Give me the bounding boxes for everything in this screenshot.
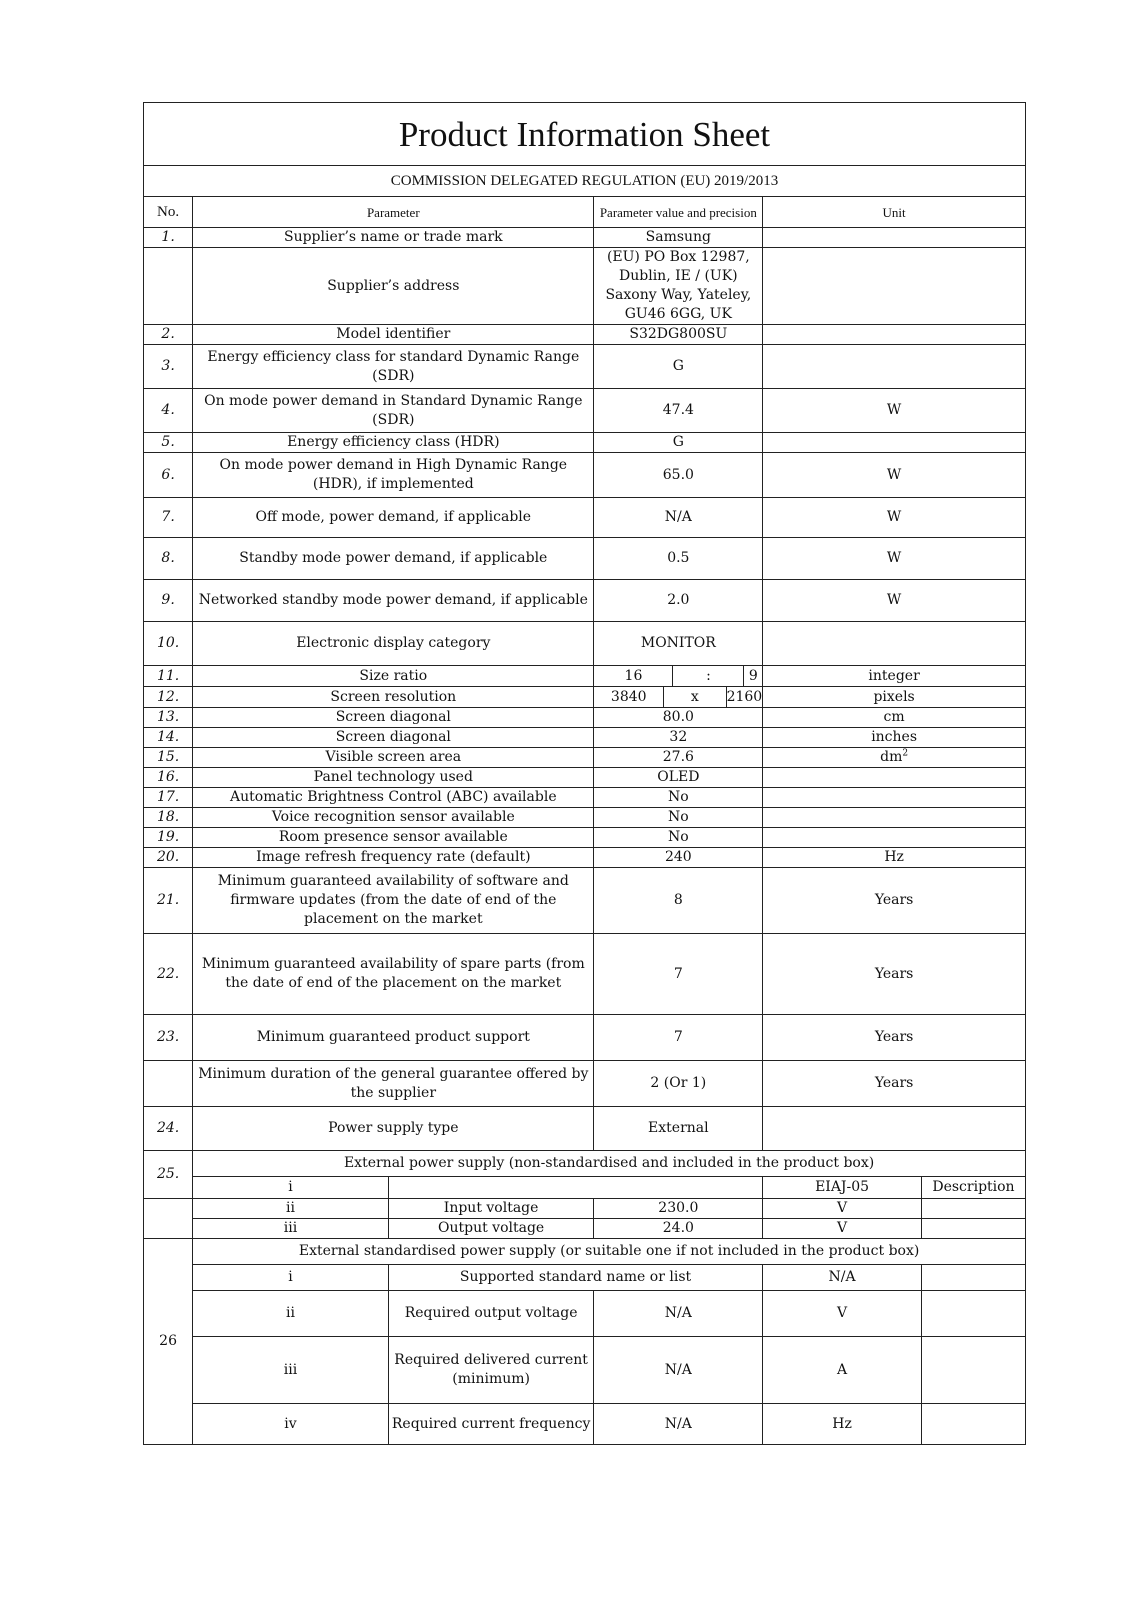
unit-cell: W: [763, 580, 1026, 622]
sub-label: Output voltage: [388, 1219, 594, 1239]
unit-cell: Years: [763, 1015, 1026, 1061]
value-cell: No: [594, 788, 763, 808]
row-number: 23.: [144, 1015, 193, 1061]
table-row: [144, 622, 1026, 666]
page-title: Product Information Sheet: [144, 103, 1026, 166]
row-number: 25.: [144, 1151, 193, 1199]
parameter-cell: Screen diagonal: [193, 708, 594, 728]
value-cell: [594, 687, 763, 708]
table-row: [144, 1265, 1026, 1291]
sub-index: iii: [193, 1337, 389, 1404]
row-number: 19.: [144, 828, 193, 848]
sub-extra: [921, 1337, 1025, 1404]
table-row: [144, 1199, 1026, 1219]
table-row: [144, 808, 1026, 828]
sub-value: 230.0: [594, 1199, 763, 1219]
parameter-cell: Minimum guaranteed availability of spare parts (from the date of end of the placement on the market: [193, 934, 594, 1015]
parameter-cell: Panel technology used: [193, 768, 594, 788]
sub-unit: A: [763, 1337, 922, 1404]
table-row: [144, 728, 1026, 748]
parameter-cell: Supplier’s name or trade mark: [193, 228, 594, 248]
resolution-height: 2160: [726, 689, 763, 705]
unit-cell: [763, 345, 1026, 389]
unit-cell: [763, 828, 1026, 848]
parameter-cell: Minimum guaranteed availability of software and firmware updates (from the date of end of the placement on the market: [193, 868, 594, 934]
sub-unit: Hz: [763, 1404, 922, 1445]
table-row: [144, 345, 1026, 389]
table-row: [144, 828, 1026, 848]
ratio-height: 9: [748, 668, 758, 684]
value-cell: 80.0: [594, 708, 763, 728]
unit-cell: W: [763, 498, 1026, 538]
row-number: [144, 1061, 193, 1107]
table-row: [144, 687, 1026, 708]
parameter-cell: Minimum duration of the general guarantee offered by the supplier: [193, 1061, 594, 1107]
value-cell: No: [594, 808, 763, 828]
parameter-cell: Image refresh frequency rate (default): [193, 848, 594, 868]
table-row: [144, 538, 1026, 580]
row-number: 4.: [144, 389, 193, 433]
unit-cell: Years: [763, 1061, 1026, 1107]
row-number: 2.: [144, 325, 193, 345]
table-row: [144, 1337, 1026, 1404]
value-cell: G: [594, 433, 763, 453]
unit-cell: W: [763, 538, 1026, 580]
header-no: No.: [144, 197, 193, 228]
row-number: 15.: [144, 748, 193, 768]
unit-cell: [763, 748, 1026, 768]
sub-unit: V: [763, 1199, 922, 1219]
sub-extra: [921, 1219, 1025, 1239]
row-number: 13.: [144, 708, 193, 728]
ratio-separator: :: [673, 666, 744, 686]
parameter-cell: Energy efficiency class (HDR): [193, 433, 594, 453]
value-cell: MONITOR: [594, 622, 763, 666]
parameter-cell: Off mode, power demand, if applicable: [193, 498, 594, 538]
resolution-width: 3840: [594, 687, 664, 707]
table-row: [144, 788, 1026, 808]
parameter-cell: Energy efficiency class for standard Dynamic Range (SDR): [193, 345, 594, 389]
unit-cell: [763, 622, 1026, 666]
parameter-cell: Visible screen area: [193, 748, 594, 768]
row-number: [144, 1199, 193, 1239]
table-row: [144, 433, 1026, 453]
table-row: [144, 453, 1026, 498]
table-row: [144, 389, 1026, 433]
section-26-heading: External standardised power supply (or suitable one if not included in the product box): [193, 1239, 1026, 1265]
unit-text: dm: [880, 749, 903, 765]
sub-label: Supported standard name or list: [388, 1265, 762, 1291]
sub-label: Required current frequency: [388, 1404, 594, 1445]
table-row: [144, 1404, 1026, 1445]
table-row: [144, 1015, 1026, 1061]
value-cell: N/A: [594, 498, 763, 538]
unit-cell: W: [763, 453, 1026, 498]
unit-superscript: 2: [902, 748, 909, 759]
parameter-cell: Power supply type: [193, 1107, 594, 1151]
value-cell: 27.6: [594, 748, 763, 768]
table-row: [144, 848, 1026, 868]
unit-cell: [763, 808, 1026, 828]
sub-index: ii: [193, 1291, 389, 1337]
parameter-cell: Size ratio: [193, 666, 594, 687]
row-number: 8.: [144, 538, 193, 580]
parameter-cell: Voice recognition sensor available: [193, 808, 594, 828]
parameter-cell: Electronic display category: [193, 622, 594, 666]
unit-cell: integer: [763, 666, 1026, 687]
row-number: 12.: [144, 687, 193, 708]
table-row: [144, 708, 1026, 728]
sub-unit: V: [763, 1219, 922, 1239]
sub-extra: [921, 1291, 1025, 1337]
row-number: 18.: [144, 808, 193, 828]
unit-cell: pixels: [763, 687, 1026, 708]
unit-cell: [763, 325, 1026, 345]
unit-cell: inches: [763, 728, 1026, 748]
value-cell: External: [594, 1107, 763, 1151]
sub-label: Required delivered current (minimum): [388, 1337, 594, 1404]
sub-value: N/A: [763, 1265, 922, 1291]
parameter-cell: Screen diagonal: [193, 728, 594, 748]
row-number: 6.: [144, 453, 193, 498]
row-number: [144, 248, 193, 325]
header-parameter: Parameter: [193, 197, 594, 228]
row-number: 20.: [144, 848, 193, 868]
unit-cell: Years: [763, 934, 1026, 1015]
sub-index: iv: [193, 1404, 389, 1445]
value-cell: 240: [594, 848, 763, 868]
sub-value: [388, 1177, 762, 1199]
table-row: [144, 1177, 1026, 1199]
value-cell: (EU) PO Box 12987, Dublin, IE / (UK) Saxony Way, Yateley, GU46 6GG, UK: [594, 248, 763, 325]
row-number: 16.: [144, 768, 193, 788]
sub-index: iii: [193, 1219, 389, 1239]
row-number: 21.: [144, 868, 193, 934]
row-number: 14.: [144, 728, 193, 748]
table-row: [144, 768, 1026, 788]
sub-value: N/A: [594, 1404, 763, 1445]
value-cell: Samsung: [594, 228, 763, 248]
parameter-cell: Automatic Brightness Control (ABC) available: [193, 788, 594, 808]
row-number: 24.: [144, 1107, 193, 1151]
unit-cell: Hz: [763, 848, 1026, 868]
value-cell: 0.5: [594, 538, 763, 580]
row-number: 5.: [144, 433, 193, 453]
table-row: [144, 1239, 1026, 1265]
parameter-cell: On mode power demand in High Dynamic Range (HDR), if implemented: [193, 453, 594, 498]
unit-cell: [763, 768, 1026, 788]
unit-cell: Years: [763, 868, 1026, 934]
unit-cell: W: [763, 389, 1026, 433]
value-cell: 2.0: [594, 580, 763, 622]
sub-index: i: [193, 1265, 389, 1291]
table-row: [144, 1107, 1026, 1151]
table-row: [144, 868, 1026, 934]
unit-cell: [763, 228, 1026, 248]
sub-value: N/A: [594, 1337, 763, 1404]
row-number: 9.: [144, 580, 193, 622]
row-number: 17.: [144, 788, 193, 808]
sub-extra: [921, 1199, 1025, 1219]
value-cell: OLED: [594, 768, 763, 788]
table-row: [144, 666, 1026, 687]
parameter-cell: Standby mode power demand, if applicable: [193, 538, 594, 580]
value-cell: 2 (Or 1): [594, 1061, 763, 1107]
regulation-reference: COMMISSION DELEGATED REGULATION (EU) 2019/2013: [144, 166, 1026, 197]
sub-value: N/A: [594, 1291, 763, 1337]
sub-extra: [921, 1265, 1025, 1291]
parameter-cell: Model identifier: [193, 325, 594, 345]
product-information-table: [143, 102, 1026, 1445]
parameter-cell: Supplier’s address: [193, 248, 594, 325]
unit-cell: [763, 248, 1026, 325]
value-cell: [594, 666, 763, 687]
sub-unit: V: [763, 1291, 922, 1337]
row-number: 26: [144, 1239, 193, 1445]
value-cell: G: [594, 345, 763, 389]
sub-index: ii: [193, 1199, 389, 1219]
value-cell: 8: [594, 868, 763, 934]
table-row: [144, 1061, 1026, 1107]
sub-extra: Description: [921, 1177, 1025, 1199]
table-row: [144, 1291, 1026, 1337]
table-row: [144, 248, 1026, 325]
section-25-heading: External power supply (non-standardised and included in the product box): [193, 1151, 1026, 1177]
unit-cell: [763, 788, 1026, 808]
table-row: [144, 934, 1026, 1015]
row-number: 22.: [144, 934, 193, 1015]
table-row: [144, 325, 1026, 345]
table-row: [144, 228, 1026, 248]
value-cell: 7: [594, 1015, 763, 1061]
row-number: 1.: [144, 228, 193, 248]
unit-cell: [763, 1107, 1026, 1151]
table-row: [144, 498, 1026, 538]
value-cell: 32: [594, 728, 763, 748]
value-cell: 65.0: [594, 453, 763, 498]
resolution-separator: x: [664, 687, 727, 707]
table-row: [144, 1219, 1026, 1239]
parameter-cell: Minimum guaranteed product support: [193, 1015, 594, 1061]
table-row: [144, 580, 1026, 622]
parameter-cell: Room presence sensor available: [193, 828, 594, 848]
value-cell: 47.4: [594, 389, 763, 433]
unit-cell: [763, 433, 1026, 453]
sub-unit: EIAJ-05: [763, 1177, 922, 1199]
row-number: 10.: [144, 622, 193, 666]
parameter-cell: On mode power demand in Standard Dynamic Range (SDR): [193, 389, 594, 433]
value-cell: S32DG800SU: [594, 325, 763, 345]
table-row: [144, 748, 1026, 768]
sub-value: 24.0: [594, 1219, 763, 1239]
sub-index: i: [193, 1177, 389, 1199]
ratio-width: 16: [594, 666, 673, 686]
table-row: [144, 1151, 1026, 1177]
parameter-cell: Screen resolution: [193, 687, 594, 708]
sub-label: Required output voltage: [388, 1291, 594, 1337]
sub-label: Input voltage: [388, 1199, 594, 1219]
header-value: Parameter value and precision: [594, 197, 763, 228]
sub-extra: [921, 1404, 1025, 1445]
row-number: 7.: [144, 498, 193, 538]
value-cell: 7: [594, 934, 763, 1015]
parameter-cell: Networked standby mode power demand, if applicable: [193, 580, 594, 622]
header-unit: Unit: [763, 197, 1026, 228]
row-number: 11.: [144, 666, 193, 687]
unit-cell: cm: [763, 708, 1026, 728]
row-number: 3.: [144, 345, 193, 389]
value-cell: No: [594, 828, 763, 848]
